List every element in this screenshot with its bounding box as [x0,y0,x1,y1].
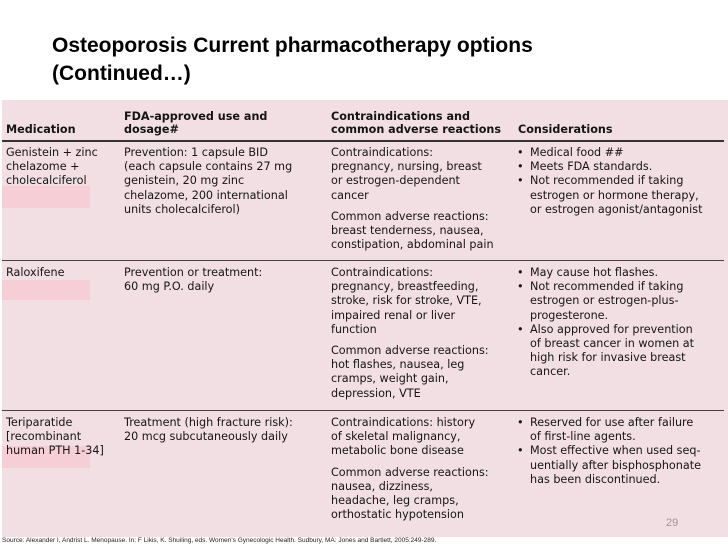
row-3-contraindications [331,416,489,522]
header-divider [2,140,724,142]
contra-line: Contraindications: history [331,416,476,429]
header-considerations: Considerations [518,123,613,136]
dosage-line: chelazome, 200 international [124,188,288,202]
adverse-line: breast tenderness, nausea, [331,224,484,238]
dosage-line: units cholecalciferol) [124,202,241,216]
medication-line: human PTH 1-34] [6,444,104,458]
dosage-line: Prevention or treatment: [124,266,263,279]
slide-title-line-1: Osteoporosis Current pharmacotherapy options [52,34,533,57]
dosage-line: 60 mg P.O. daily [124,280,215,294]
consideration-item: • Medical food ## [517,146,702,160]
row-1-contraindications [331,146,494,252]
contra-line: function [331,322,377,336]
row-3-considerations [517,416,701,487]
row-2-contraindications [331,266,489,401]
contra-line: pregnancy, nursing, breast [331,160,482,174]
medication-line: chelazome + [6,160,80,174]
consideration-item: • Not recommended if taking estrogen or estrogen-plus- progesterone. [517,280,694,323]
contra-line: stroke, risk for stroke, VTE, [331,294,482,308]
contra-line: Contraindications: [331,146,434,159]
adverse-line: orthostatic hypotension [331,508,464,522]
contra-line: or estrogen-dependent [331,174,460,188]
consideration-item: • Meets FDA standards. [517,160,702,174]
medication-line: [recombinant [6,430,82,444]
row-3-dosage [124,416,293,444]
consideration-item: • Most effective when used seq- uentially after bisphosphonate has been discontinued. [517,444,701,487]
dosage-line: genistein, 20 mg zinc [124,174,245,188]
slide-title [52,32,692,88]
dosage-line: 20 mcg subcutaneously daily [124,430,288,444]
consideration-item: • Reserved for use after failure of first-line agents. [517,416,701,444]
dosage-line: Prevention: 1 capsule BID [124,146,268,159]
row-divider [2,260,724,261]
row-2-considerations [517,266,694,380]
medication-line: Genistein + zinc [6,146,98,159]
header-fda-line-1: FDA-approved use and [124,110,268,123]
slide-title-line-2: (Continued…) [52,62,191,85]
contra-line: metabolic bone disease [331,444,464,458]
medication-line: cholecalciferol [6,174,87,188]
row-1-dosage [124,146,292,217]
highlight-mark [2,280,90,300]
contra-line: pregnancy, breastfeeding, [331,280,479,294]
highlight-mark [2,186,90,208]
medication-line: Raloxifene [6,266,65,279]
header-medication: Medication [6,123,76,136]
header-fda-use-dosage [124,110,267,136]
row-divider [2,410,724,411]
row-3-medication [6,416,104,459]
row-1-medication [6,146,98,189]
contra-line: cancer [331,188,369,202]
adverse-line: Common adverse reactions: [331,344,489,358]
row-2-dosage [124,266,262,294]
row-1-considerations [517,146,702,217]
header-contra-line-2: common adverse reactions [331,123,502,136]
dosage-line: (each capsule contains 27 mg [124,160,293,174]
adverse-line: depression, VTE [331,386,421,400]
adverse-line: Common adverse reactions: [331,465,489,479]
contra-line: Contraindications: [331,266,434,279]
row-2-medication [6,266,65,280]
dosage-line: Treatment (high fracture risk): [124,416,293,429]
contra-line: of skeletal malignancy, [331,430,461,444]
adverse-line: constipation, abdominal pain [331,238,494,252]
header-fda-line-2: dosage# [124,123,179,136]
header-contra-line-1: Contraindications and [331,110,471,123]
adverse-line: Common adverse reactions: [331,209,489,223]
header-contraindications [331,110,501,136]
adverse-line: nausea, dizziness, [331,479,433,493]
page-number: 29 [666,517,679,529]
medication-line: Teriparatide [6,416,73,429]
adverse-line: headache, leg cramps, [331,494,459,508]
consideration-item: • May cause hot flashes. [517,266,694,280]
consideration-item: • Not recommended if taking estrogen or hormone therapy, or estrogen agonist/antagonist [517,174,702,217]
contra-line: impaired renal or liver [331,308,456,322]
source-citation: Source: Alexander I, Andrist L. Menopause. In: F Likis, K. Shuiling, eds. Women’s Gynecologic Health. Sudbury, MA: Jones and Bartlett, 2005:249-289. [2,537,437,544]
adverse-line: hot flashes, nausea, leg [331,358,465,372]
adverse-line: cramps, weight gain, [331,372,449,386]
consideration-item: • Also approved for prevention of breast cancer in women at high risk for invasive breast cancer. [517,323,694,380]
